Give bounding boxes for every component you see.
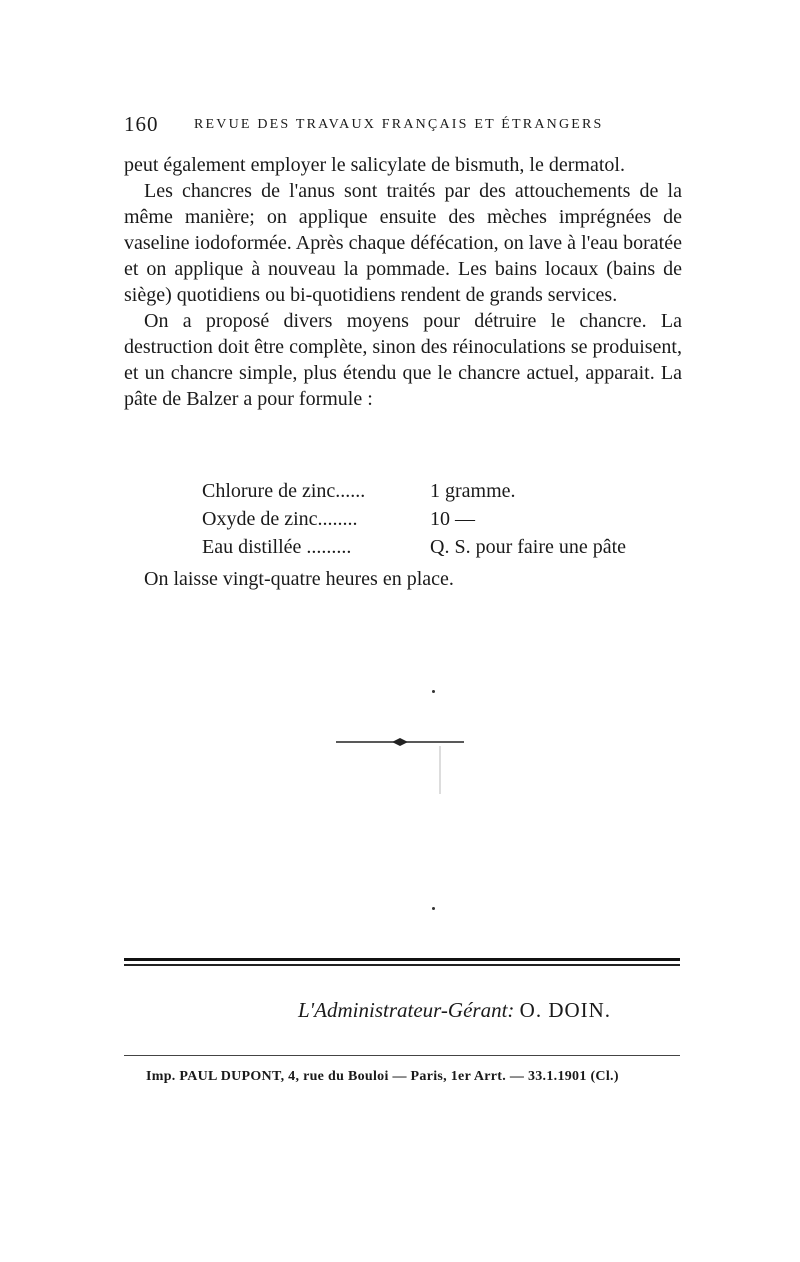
formula-amount: 1 gramme. bbox=[430, 480, 516, 502]
paragraph-destruction: On a proposé divers moyens pour détruire le chancre. La destruction doit être complète, sinon des réinoculations se produisent, et un chancre simple, plus étendu que le chancre actuel, apparait. La pâte de Balzer a pour formule : bbox=[124, 310, 682, 410]
paragraph-continuation: peut également employer le salicylate de bismuth, le dermatol. bbox=[124, 154, 625, 176]
formula-row bbox=[202, 477, 682, 505]
balzer-paste-formula bbox=[202, 477, 682, 561]
formula-ingredient: Eau distillée ......... bbox=[202, 536, 352, 558]
formula-amount: Q. S. pour faire une pâte bbox=[430, 536, 627, 558]
page-number: 160 bbox=[124, 112, 159, 136]
closing-sentence: On laisse vingt-quatre heures en place. bbox=[144, 568, 454, 590]
running-head-title: REVUE DES TRAVAUX FRANÇAIS ET ÉTRANGERS bbox=[194, 117, 604, 132]
paragraph-anal-chancres: Les chancres de l'anus sont traités par des attouchements de la même manière; on applique ensuite des mèches imprégnées de vaseline iodoformée. Après chaque défécation, on lave à l'eau boratée et on applique à nouveau la pommade. Les bains locaux (bains de siège) quotidiens ou bi-quotidiens rendent de grands services. bbox=[124, 180, 682, 306]
formula-ingredient: Chlorure de zinc...... bbox=[202, 480, 366, 502]
ornamental-divider bbox=[336, 734, 466, 804]
ink-speck bbox=[432, 690, 435, 693]
signature bbox=[298, 998, 611, 1023]
signature-role: L'Administrateur-Gérant: bbox=[298, 998, 515, 1022]
printer-imprint: Imp. PAUL DUPONT, 4, rue du Bouloi — Paris, 1er Arrt. — 33.1.1901 (Cl.) bbox=[146, 1069, 619, 1084]
formula-row bbox=[202, 505, 682, 533]
imprint-rule bbox=[124, 1055, 680, 1056]
body-text bbox=[124, 152, 682, 412]
running-head bbox=[124, 112, 684, 140]
formula-row bbox=[202, 533, 682, 561]
signature-name: O. DOIN. bbox=[519, 998, 612, 1022]
formula-amount: 10 — bbox=[430, 508, 475, 530]
double-rule bbox=[124, 958, 680, 966]
formula-ingredient: Oxyde de zinc........ bbox=[202, 508, 358, 530]
ink-speck bbox=[432, 907, 435, 910]
